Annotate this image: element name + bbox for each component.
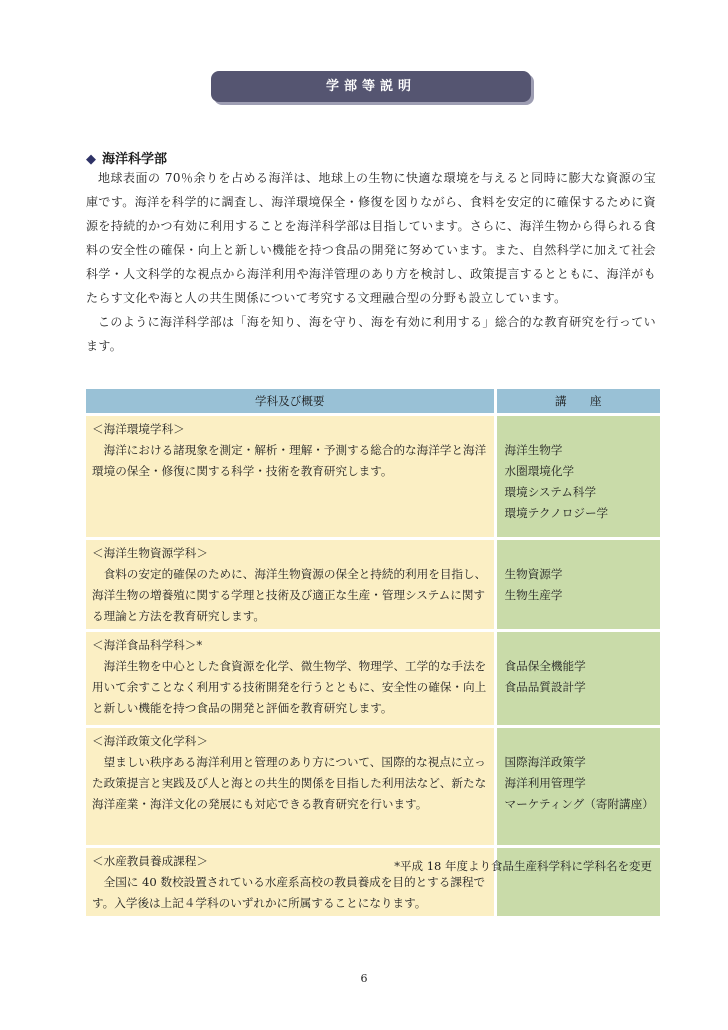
header-chairs: 講 座	[495, 389, 660, 415]
intro-paragraph-1: 地球表面の 70％余りを占める海洋は、地球上の生物に快適な環境を与えると同時に膨大な資源の宝庫です。海洋を科学的に調査し、海洋環境保全・修復を図りながら、食料を安定的に確保するために資源を持続的かつ有効に利用することを海洋科学部は目指しています。さらに、海洋生物から得られる食料の安全性の確保・向上と新しい機能を持つ食品の開発に努めています。また、自然科学に加えて社会科学・人文科学的な視点から海洋利用や海洋管理のあり方を検討し、政策提言するとともに、海洋がもたらす文化や海と人の共生関係について考究する文理融合型の分野も設立しています。	[86, 171, 657, 305]
intro-paragraph-2: このように海洋科学部は「海を知り、海を守り、海を有効に利用する」総合的な教育研究を行っています。	[86, 315, 656, 353]
footnote: *平成 18 年度より食品生産科学科に学科名を変更	[394, 859, 652, 873]
chairs-cell	[495, 415, 660, 539]
table-row	[86, 415, 660, 539]
department-name: ＜海洋食品科学科＞*	[92, 638, 203, 652]
department-cell	[86, 539, 495, 631]
chair-item: 海洋生物学	[504, 443, 563, 457]
department-cell	[86, 415, 495, 539]
chair-item: 環境テクノロジー学	[504, 506, 609, 520]
chair-item: 水圏環境化学	[504, 464, 575, 478]
department-description: 海洋における諸現象を測定・解析・理解・予測する総合的な海洋学と海洋環境の保全・修復に関する科学・技術を教育研究します。	[92, 443, 487, 478]
chair-item: 生物資源学	[504, 567, 563, 581]
table-row	[86, 727, 660, 847]
chairs-cell	[495, 631, 660, 727]
chair-item: 国際海洋政策学	[504, 755, 586, 769]
department-table	[86, 389, 660, 916]
department-name: ＜海洋政策文化学科＞	[92, 734, 208, 748]
section-heading-text: 海洋科学部	[102, 152, 168, 167]
table-row	[86, 539, 660, 631]
table-header-row	[86, 389, 660, 415]
department-cell	[86, 847, 495, 917]
department-name: ＜海洋環境学科＞	[92, 422, 185, 436]
department-description: 食料の安定的確保のために、海洋生物資源の保全と持続的利用を目指し、海洋生物の増養殖に関する学理と技術及び適正な生産・管理システムに関する理論と方法を教育研究します。	[92, 567, 487, 623]
header-departments: 学科及び概要	[86, 389, 495, 415]
department-description: 海洋生物を中心とした食資源を化学、微生物学、物理学、工学的な手法を用いて余すことなく利用する技術開発を行うとともに、安全性の確保・向上と新しい機能を持つ食品の開発と評価を教育研究します。	[92, 659, 487, 715]
chair-item: 海洋利用管理学	[504, 776, 586, 790]
section-heading	[86, 148, 167, 167]
department-name: ＜水産教員養成課程＞	[92, 854, 208, 868]
department-cell	[86, 631, 495, 727]
chair-item: 生物生産学	[504, 588, 563, 602]
chair-item: 食品品質設計学	[504, 680, 586, 694]
diamond-bullet-icon: ◆	[86, 152, 96, 167]
table-row	[86, 631, 660, 727]
chair-item: 環境システム科学	[504, 485, 597, 499]
chairs-cell	[495, 539, 660, 631]
page-number: 6	[360, 972, 368, 985]
section-banner: 学部等説明	[211, 71, 531, 102]
chair-item: マーケティング（寄附講座）	[504, 797, 654, 811]
department-description: 全国に 40 数校設置されている水産系高校の教員養成を目的とする課程です。入学後は上記４学科のいずれかに所属することになります。	[92, 875, 486, 910]
chairs-cell	[495, 727, 660, 847]
department-cell	[86, 727, 495, 847]
chairs-cell	[495, 847, 660, 917]
chair-item: 食品保全機能学	[504, 659, 586, 673]
table-row	[86, 847, 660, 917]
department-description: 望ましい秩序ある海洋利用と管理のあり方について、国際的な視点に立った政策提言と実践及び人と海との共生的関係を目指した利用法など、新たな海洋産業・海洋文化の発展にも対応できる教育研究を行います。	[92, 755, 487, 811]
intro-text	[86, 166, 656, 358]
department-name: ＜海洋生物資源学科＞	[92, 546, 208, 560]
